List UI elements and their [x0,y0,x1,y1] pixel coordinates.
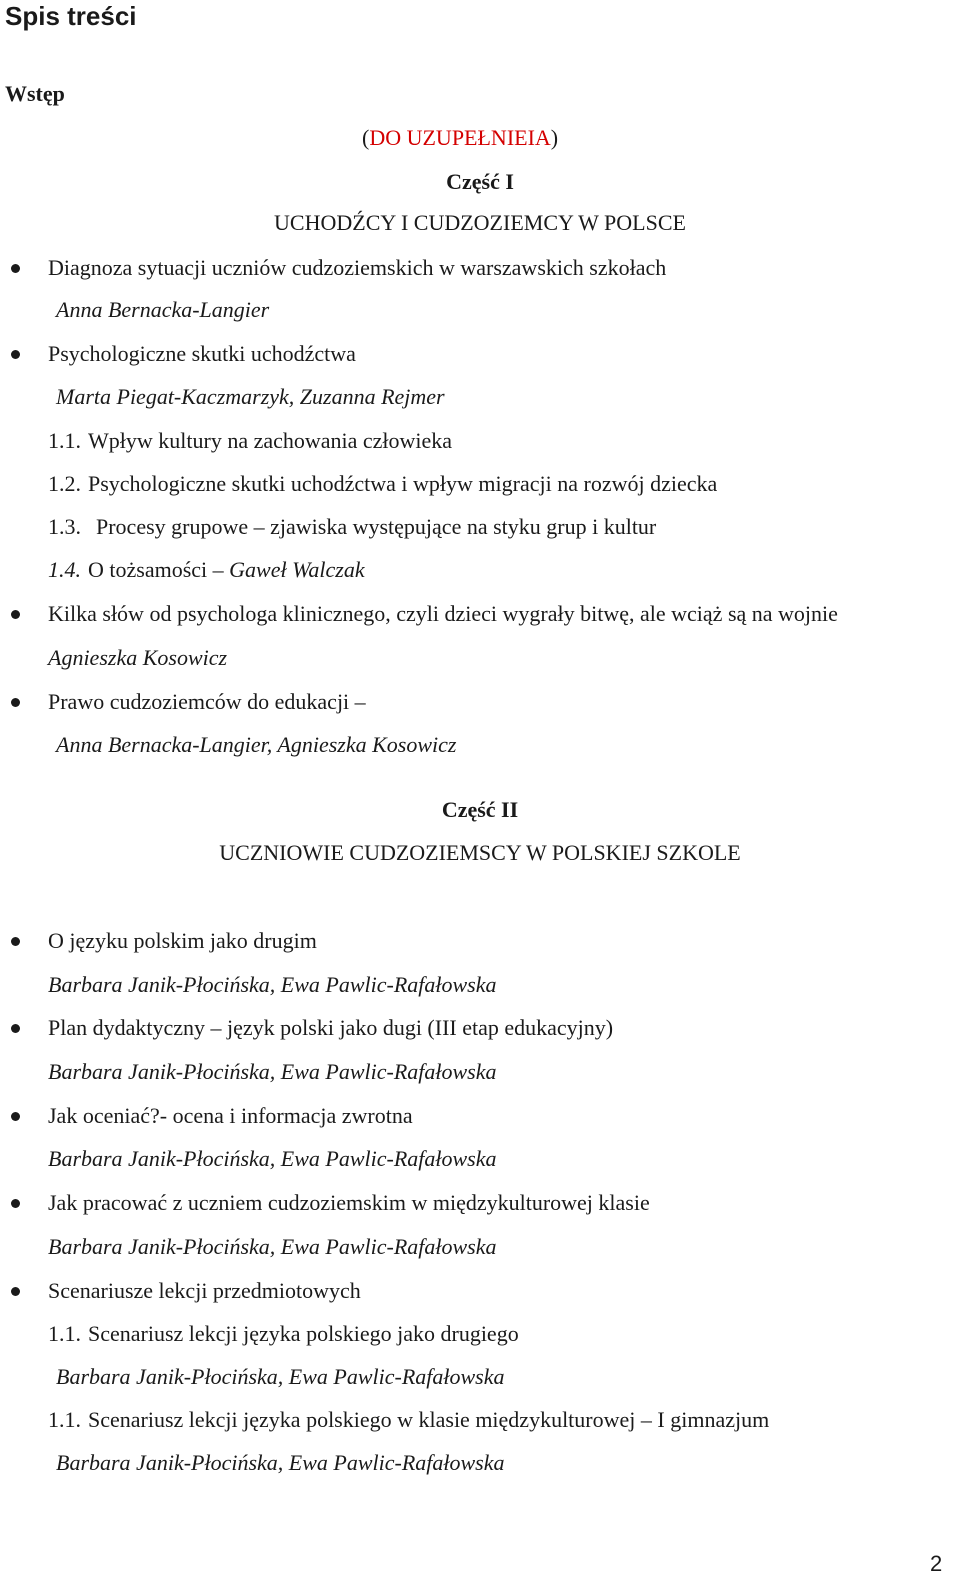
toc-author: Anna Bernacka-Langier [56,297,270,322]
bullet-icon [11,937,20,946]
toc-entry[interactable]: Prawo cudzoziemców do edukacji – [48,689,366,714]
toc-author: Barbara Janik-Płocińska, Ewa Pawlic-Rafałowska [48,1234,497,1259]
toc-author: Marta Piegat-Kaczmarzyk, Zuzanna Rejmer [56,384,445,409]
toc-subentry-title: Scenariusz lekcji języka polskiego w klasie międzykulturowej – I gimnazjum [88,1407,770,1432]
toc-entry[interactable]: Plan dydaktyczny – język polski jako dugi (III etap edukacyjny) [48,1015,614,1040]
part2-heading: UCZNIOWIE CUDZOZIEMSCY W POLSKIEJ SZKOLE [219,840,741,865]
toc-number: 1.2. [48,471,81,496]
toc-subentry[interactable] [48,557,365,583]
toc-entry[interactable]: Kilka słów od psychologa klinicznego, czyli dzieci wygrały bitwę, ale wciąż są na wojnie [48,601,838,626]
toc-author: Agnieszka Kosowicz [48,645,228,670]
toc-author: Gaweł Walczak [229,557,365,582]
bullet-icon [11,1024,20,1033]
note-close: ) [550,125,559,150]
part1-label: Część I [446,169,514,194]
toc-author: Barbara Janik-Płocińska, Ewa Pawlic-Rafałowska [48,1146,497,1171]
toc-author: Barbara Janik-Płocińska, Ewa Pawlic-Rafałowska [56,1450,505,1475]
toc-number: 1.1. [48,1321,81,1346]
toc-entry[interactable]: Jak oceniać?- ocena i informacja zwrotna [48,1103,413,1128]
bullet-icon [11,1112,20,1121]
toc-subentry-title: Wpływ kultury na zachowania człowieka [88,428,453,453]
intro-heading: Wstęp [5,81,65,106]
toc-number: 1.1. [48,1407,81,1432]
toc-subentry[interactable] [48,514,656,540]
toc-subentry[interactable] [48,1407,769,1433]
bullet-icon [11,610,20,619]
toc-subentry[interactable] [48,428,452,454]
note-open: ( [362,125,370,150]
bullet-icon [11,698,20,707]
toc-entry[interactable]: Psychologiczne skutki uchodźctwa [48,341,356,366]
toc-entry[interactable]: Jak pracować z uczniem cudzoziemskim w międzykulturowej klasie [48,1190,650,1215]
toc-subentry-title: O tożsamości – [88,557,230,582]
note-text: DO UZUPEŁNIEIA [369,125,551,150]
toc-author: Anna Bernacka-Langier, Agnieszka Kosowicz [56,732,457,757]
toc-entry[interactable]: Scenariusze lekcji przedmiotowych [48,1278,361,1303]
todo-note [362,125,558,151]
toc-author: Barbara Janik-Płocińska, Ewa Pawlic-Rafałowska [56,1364,505,1389]
toc-number: 1.4. [48,557,81,582]
page-number: 2 [930,1551,943,1576]
bullet-icon [11,350,20,359]
bullet-icon [11,1287,20,1296]
part2-label: Część II [441,797,519,822]
toc-entry[interactable]: Diagnoza sytuacji uczniów cudzoziemskich w warszawskich szkołach [48,255,667,280]
toc-subentry-title: Scenariusz lekcji języka polskiego jako drugiego [88,1321,519,1346]
page-title: Spis treści [5,1,137,31]
bullet-icon [11,1199,20,1208]
toc-author: Barbara Janik-Płocińska, Ewa Pawlic-Rafałowska [48,972,497,997]
toc-subentry-title: Procesy grupowe – zjawiska występujące na styku grup i kultur [96,514,657,539]
bullet-icon [11,264,20,273]
toc-number: 1.1. [48,428,81,453]
toc-entry[interactable]: O języku polskim jako drugim [48,928,317,953]
toc-author: Barbara Janik-Płocińska, Ewa Pawlic-Rafałowska [48,1059,497,1084]
toc-subentry[interactable] [48,471,717,497]
toc-subentry[interactable] [48,1321,519,1347]
toc-subentry-title: Psychologiczne skutki uchodźctwa i wpływ migracji na rozwój dziecka [88,471,718,496]
toc-number: 1.3. [48,514,81,539]
part1-heading: UCHODŹCY I CUDZOZIEMCY W POLSCE [274,210,686,235]
